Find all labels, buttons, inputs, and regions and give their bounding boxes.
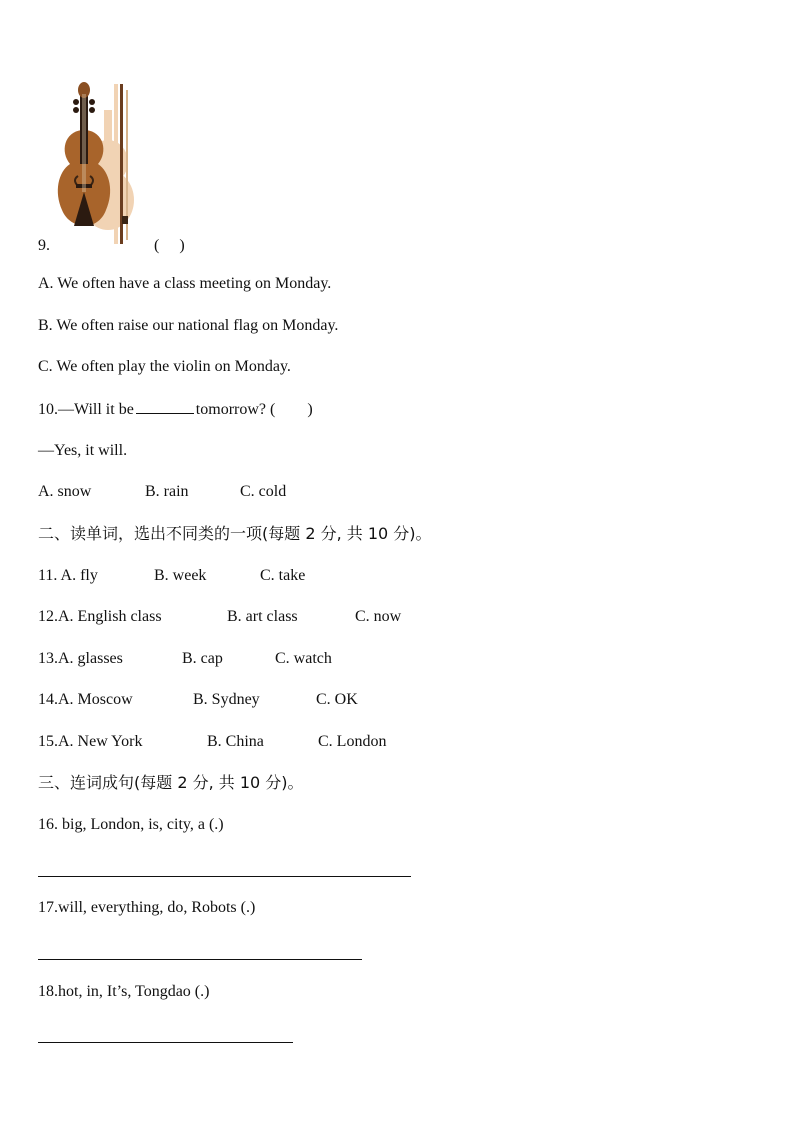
question-9 bbox=[38, 236, 185, 256]
question-18: 18.hot, in, It’s, Tongdao (.) bbox=[38, 983, 210, 1000]
q15-option-a: 15.A. New York bbox=[38, 733, 143, 750]
q9-option-b: B. We often raise our national flag on Monday. bbox=[38, 317, 339, 334]
fill-blank bbox=[136, 399, 194, 414]
answer-paren: ( ) bbox=[154, 237, 185, 254]
question-17: 17.will, everything, do, Robots (.) bbox=[38, 899, 256, 916]
q11-option-a: 11. A. fly bbox=[38, 567, 98, 584]
q12-option-c: C. now bbox=[355, 608, 402, 625]
answer-line-18[interactable] bbox=[38, 1042, 293, 1043]
answer-line-17[interactable] bbox=[38, 959, 362, 960]
q13-option-b: B. cap bbox=[182, 650, 223, 667]
q12-option-b: B. art class bbox=[227, 608, 298, 625]
question-16: 16. big, London, is, city, a (.) bbox=[38, 816, 224, 833]
answer-line-16[interactable] bbox=[38, 876, 411, 877]
q14-option-c: C. OK bbox=[316, 691, 358, 708]
q13-option-a: 13.A. glasses bbox=[38, 650, 123, 667]
question-10-answer: —Yes, it will. bbox=[38, 442, 128, 459]
violin-image bbox=[52, 80, 144, 252]
q9-option-c: C. We often play the violin on Monday. bbox=[38, 358, 291, 375]
q10-option-a: A. snow bbox=[38, 483, 92, 500]
question-10-suffix: tomorrow? ( ) bbox=[195, 401, 313, 418]
q9-option-a: A. We often have a class meeting on Monday. bbox=[38, 275, 332, 292]
q10-option-c: C. cold bbox=[240, 483, 287, 500]
question-10 bbox=[38, 399, 313, 420]
question-number: 9. bbox=[38, 237, 50, 254]
q13-option-c: C. watch bbox=[275, 650, 332, 667]
q12-option-a: 12.A. English class bbox=[38, 608, 162, 625]
q11-option-c: C. take bbox=[260, 567, 306, 584]
q15-option-c: C. London bbox=[318, 733, 387, 750]
q14-option-b: B. Sydney bbox=[193, 691, 260, 708]
q14-option-a: 14.A. Moscow bbox=[38, 691, 133, 708]
q15-option-b: B. China bbox=[207, 733, 264, 750]
q11-option-b: B. week bbox=[154, 567, 207, 584]
question-10-prefix: 10.—Will it be bbox=[38, 401, 134, 418]
q10-option-b: B. rain bbox=[145, 483, 189, 500]
section-2-heading: 二、读单词，选出不同类的一项(每题 2 分, 共 10 分)。 bbox=[38, 524, 432, 543]
section-3-heading: 三、连词成句(每题 2 分, 共 10 分)。 bbox=[38, 773, 304, 792]
